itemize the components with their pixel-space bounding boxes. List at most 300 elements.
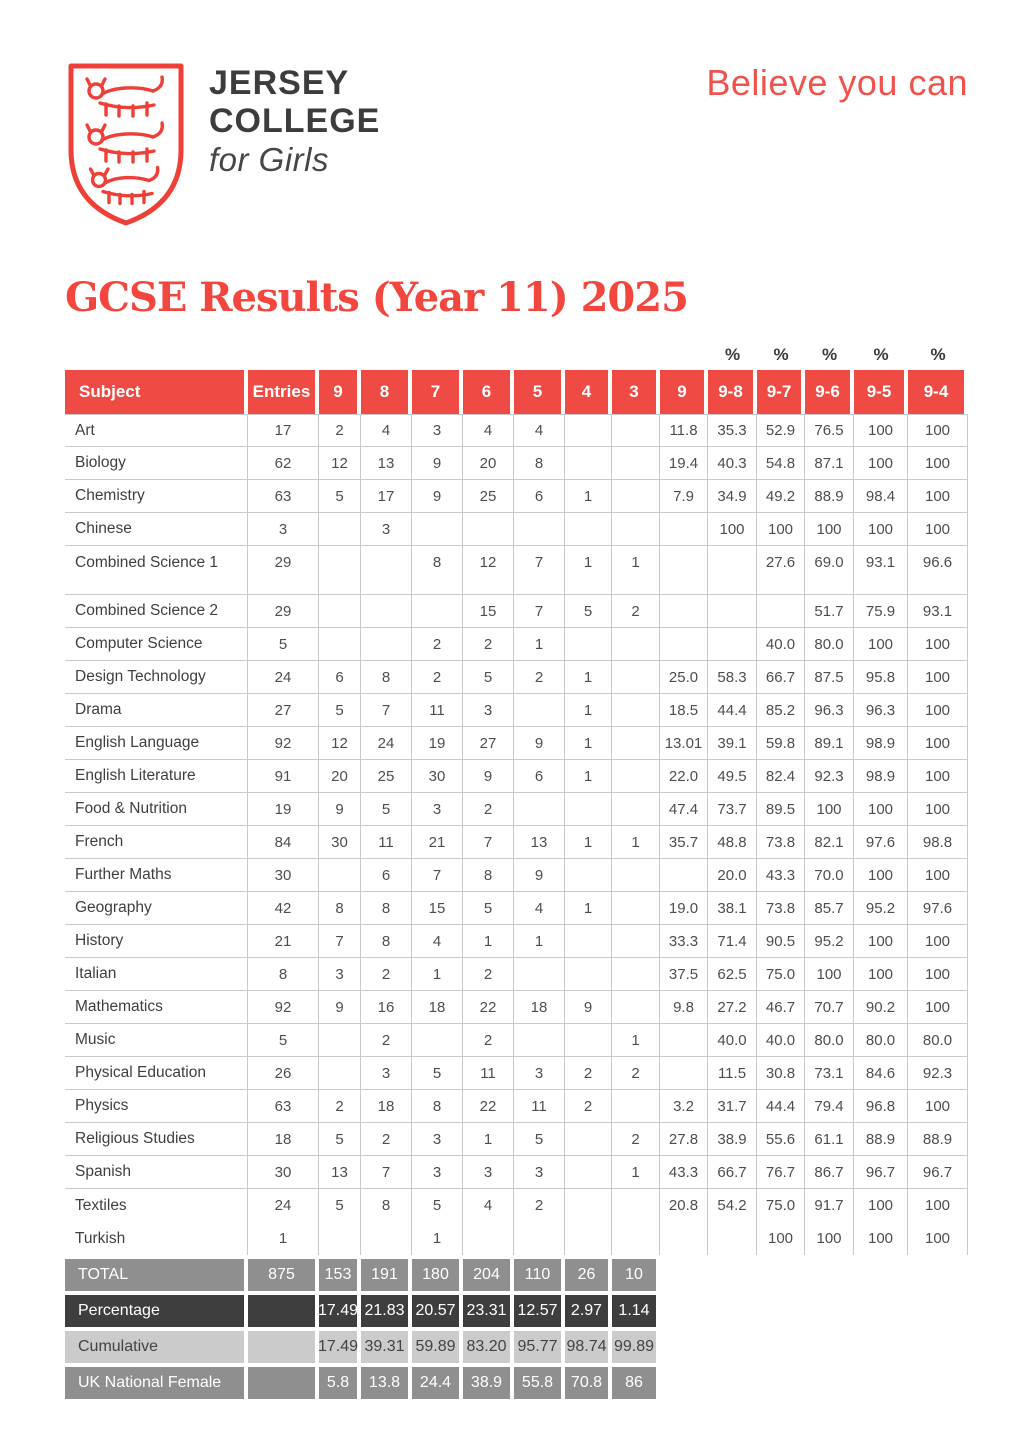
data-cell: [612, 892, 660, 925]
column-header: 9-5: [854, 370, 908, 414]
data-cell: 58.3: [708, 661, 757, 694]
subject-cell: English Literature: [65, 760, 248, 793]
data-cell: [612, 925, 660, 958]
data-cell: [660, 513, 708, 546]
data-cell: [412, 1024, 463, 1057]
data-cell: 20: [463, 447, 514, 480]
data-cell: 73.7: [708, 793, 757, 826]
data-cell: 11: [463, 1057, 514, 1090]
data-cell: 1: [612, 1024, 660, 1057]
data-cell: 17: [248, 414, 319, 447]
data-cell: [514, 694, 565, 727]
data-cell: [612, 1222, 660, 1255]
subject-cell: Chemistry: [65, 480, 248, 513]
data-cell: 84: [248, 826, 319, 859]
data-cell: 7.9: [660, 480, 708, 513]
percent-label: %: [821, 344, 838, 364]
data-cell: 80.0: [805, 628, 854, 661]
data-cell: [565, 1189, 612, 1222]
data-cell: 2: [612, 1123, 660, 1156]
column-header: 4: [565, 370, 612, 414]
data-cell: 95.2: [805, 925, 854, 958]
data-cell: [660, 546, 708, 595]
data-cell: 1: [248, 1222, 319, 1255]
summary-cell: 70.8: [565, 1367, 612, 1399]
data-cell: 100: [854, 513, 908, 546]
data-cell: [361, 1222, 412, 1255]
summary-cell: [248, 1331, 319, 1363]
data-cell: [412, 513, 463, 546]
summary-cell: 10: [612, 1259, 660, 1291]
data-cell: 2: [412, 628, 463, 661]
data-cell: 2: [565, 1090, 612, 1123]
data-cell: 7: [514, 546, 565, 595]
data-cell: [708, 1222, 757, 1255]
data-cell: 8: [319, 892, 361, 925]
data-cell: 2: [612, 1057, 660, 1090]
data-cell: 5: [565, 595, 612, 628]
column-header: 7: [412, 370, 463, 414]
data-cell: 6: [514, 760, 565, 793]
data-cell: 100: [854, 925, 908, 958]
subject-cell: Turkish: [65, 1222, 248, 1255]
data-cell: 49.5: [708, 760, 757, 793]
data-cell: 5: [412, 1057, 463, 1090]
summary-cell: 39.31: [361, 1331, 412, 1363]
data-cell: 100: [708, 513, 757, 546]
subject-cell: Mathematics: [65, 991, 248, 1024]
data-cell: 3: [514, 1057, 565, 1090]
data-cell: 4: [463, 414, 514, 447]
crest-lion-icon: [87, 77, 162, 116]
data-cell: 7: [514, 595, 565, 628]
summary-cell: 153: [319, 1259, 361, 1291]
data-cell: 97.6: [854, 826, 908, 859]
data-cell: 46.7: [757, 991, 805, 1024]
data-cell: [612, 793, 660, 826]
data-cell: 100: [908, 760, 968, 793]
data-cell: 5: [319, 1123, 361, 1156]
data-cell: 30: [412, 760, 463, 793]
data-cell: [612, 414, 660, 447]
data-cell: 49.2: [757, 480, 805, 513]
data-cell: [612, 628, 660, 661]
data-cell: 87.5: [805, 661, 854, 694]
data-cell: 13.01: [660, 727, 708, 760]
table-row: [65, 546, 968, 595]
data-cell: [565, 1123, 612, 1156]
data-cell: 73.8: [757, 892, 805, 925]
data-cell: 44.4: [708, 694, 757, 727]
summary-cell: 99.89: [612, 1331, 660, 1363]
percent-spacer: [319, 339, 361, 370]
summary-cell: 875: [248, 1259, 319, 1291]
percent-label: %: [873, 344, 889, 364]
summary-cell: 83.20: [463, 1331, 514, 1363]
summary-label: Cumulative: [65, 1331, 248, 1363]
subject-cell: Geography: [65, 892, 248, 925]
data-cell: 82.1: [805, 826, 854, 859]
data-cell: [319, 1057, 361, 1090]
data-cell: 63: [248, 480, 319, 513]
data-cell: [463, 513, 514, 546]
data-cell: 88.9: [805, 480, 854, 513]
data-cell: 100: [908, 1189, 968, 1222]
crest-lion-icon: [91, 168, 158, 204]
data-cell: 100: [908, 1222, 968, 1255]
data-cell: 75.9: [854, 595, 908, 628]
data-cell: 9: [463, 760, 514, 793]
data-cell: 100: [908, 628, 968, 661]
data-cell: [361, 628, 412, 661]
data-cell: 92: [248, 991, 319, 1024]
data-cell: 27: [248, 694, 319, 727]
data-cell: 9.8: [660, 991, 708, 1024]
data-cell: 75.0: [757, 1189, 805, 1222]
data-cell: 5: [319, 480, 361, 513]
subject-cell: Biology: [65, 447, 248, 480]
percent-spacer: [565, 339, 612, 370]
data-cell: 3: [463, 1156, 514, 1189]
data-cell: 100: [805, 1222, 854, 1255]
data-cell: 71.4: [708, 925, 757, 958]
data-cell: [565, 1222, 612, 1255]
data-cell: [612, 513, 660, 546]
data-cell: 21: [412, 826, 463, 859]
data-cell: 24: [248, 661, 319, 694]
subject-cell: Art: [65, 414, 248, 447]
data-cell: 40.3: [708, 447, 757, 480]
wordmark-line-3: for Girls: [209, 140, 329, 178]
data-cell: [514, 793, 565, 826]
table-row: [65, 1090, 968, 1123]
data-cell: 87.1: [805, 447, 854, 480]
data-cell: 100: [908, 1090, 968, 1123]
data-cell: 1: [514, 628, 565, 661]
data-cell: 11: [361, 826, 412, 859]
percent-label: %: [773, 344, 789, 364]
table-row: [65, 414, 968, 447]
data-cell: 4: [514, 892, 565, 925]
data-cell: 92.3: [805, 760, 854, 793]
subject-cell: History: [65, 925, 248, 958]
summary-cell: 55.8: [514, 1367, 565, 1399]
summary-cell: 17.49: [319, 1295, 361, 1327]
data-cell: 100: [854, 447, 908, 480]
data-cell: 22.0: [660, 760, 708, 793]
data-cell: 8: [412, 546, 463, 595]
data-cell: 100: [805, 793, 854, 826]
data-cell: [612, 958, 660, 991]
data-cell: 3: [412, 414, 463, 447]
data-cell: 82.4: [757, 760, 805, 793]
table-row: [65, 793, 968, 826]
data-cell: 54.8: [757, 447, 805, 480]
data-cell: 88.9: [854, 1123, 908, 1156]
subject-cell: French: [65, 826, 248, 859]
data-cell: 61.1: [805, 1123, 854, 1156]
subject-cell: Physical Education: [65, 1057, 248, 1090]
data-cell: 1: [565, 826, 612, 859]
data-cell: 42: [248, 892, 319, 925]
data-cell: 37.5: [660, 958, 708, 991]
data-cell: 1: [612, 826, 660, 859]
data-cell: 30: [319, 826, 361, 859]
data-cell: 100: [908, 991, 968, 1024]
data-cell: 1: [514, 925, 565, 958]
data-cell: 2: [361, 958, 412, 991]
data-cell: 43.3: [660, 1156, 708, 1189]
subject-cell: Food & Nutrition: [65, 793, 248, 826]
summary-cell: 110: [514, 1259, 565, 1291]
data-cell: 3: [463, 694, 514, 727]
data-cell: [565, 447, 612, 480]
data-cell: 17: [361, 480, 412, 513]
data-cell: 8: [361, 892, 412, 925]
column-header: 9-7: [757, 370, 805, 414]
column-header: 3: [612, 370, 660, 414]
data-cell: 40.0: [757, 628, 805, 661]
data-cell: 6: [514, 480, 565, 513]
table-row: [65, 760, 968, 793]
data-cell: 24: [248, 1189, 319, 1222]
data-cell: [612, 727, 660, 760]
data-cell: 98.4: [854, 480, 908, 513]
subject-cell: Chinese: [65, 513, 248, 546]
data-cell: 40.0: [757, 1024, 805, 1057]
data-cell: [319, 546, 361, 595]
data-cell: [660, 859, 708, 892]
data-cell: 6: [361, 859, 412, 892]
subject-cell: Combined Science 1: [65, 546, 248, 595]
data-cell: 9: [412, 480, 463, 513]
data-cell: 15: [412, 892, 463, 925]
summary-cell: 21.83: [361, 1295, 412, 1327]
data-cell: [660, 595, 708, 628]
table-row: [65, 513, 968, 546]
data-cell: [612, 1189, 660, 1222]
data-cell: 7: [463, 826, 514, 859]
data-cell: 96.3: [854, 694, 908, 727]
data-cell: [514, 1222, 565, 1255]
data-cell: 19: [412, 727, 463, 760]
data-cell: 9: [514, 727, 565, 760]
data-cell: 3: [361, 513, 412, 546]
data-cell: 27: [463, 727, 514, 760]
data-cell: 70.7: [805, 991, 854, 1024]
data-cell: 44.4: [757, 1090, 805, 1123]
summary-label: TOTAL: [65, 1259, 248, 1291]
data-cell: 93.1: [854, 546, 908, 595]
data-cell: 8: [514, 447, 565, 480]
data-cell: 18: [361, 1090, 412, 1123]
data-cell: 69.0: [805, 546, 854, 595]
data-cell: 3: [514, 1156, 565, 1189]
data-cell: 96.8: [854, 1090, 908, 1123]
column-header: 9: [660, 370, 708, 414]
data-cell: 13: [514, 826, 565, 859]
data-cell: 76.5: [805, 414, 854, 447]
data-cell: 30: [248, 1156, 319, 1189]
data-cell: [612, 1090, 660, 1123]
data-cell: 96.6: [908, 546, 968, 595]
data-cell: 1: [412, 958, 463, 991]
data-cell: 48.8: [708, 826, 757, 859]
data-cell: 52.9: [757, 414, 805, 447]
data-cell: 3: [248, 513, 319, 546]
data-cell: 5: [463, 661, 514, 694]
data-cell: 2: [612, 595, 660, 628]
data-cell: 98.9: [854, 727, 908, 760]
table-row: [65, 1123, 968, 1156]
table-row: [65, 694, 968, 727]
subject-cell: Textiles: [65, 1189, 248, 1222]
data-cell: [319, 513, 361, 546]
data-cell: [319, 628, 361, 661]
data-cell: [565, 958, 612, 991]
data-cell: [612, 991, 660, 1024]
data-cell: 18.5: [660, 694, 708, 727]
subject-cell: Design Technology: [65, 661, 248, 694]
percent-spacer: [612, 339, 660, 370]
data-cell: 100: [908, 925, 968, 958]
data-cell: 2: [463, 958, 514, 991]
data-cell: 93.1: [908, 595, 968, 628]
data-cell: 55.6: [757, 1123, 805, 1156]
summary-row: [65, 1331, 968, 1363]
summary-label: Percentage: [65, 1295, 248, 1327]
data-cell: 100: [908, 958, 968, 991]
data-cell: 5: [248, 628, 319, 661]
data-cell: 35.7: [660, 826, 708, 859]
data-cell: 5: [319, 1189, 361, 1222]
data-cell: 12: [319, 727, 361, 760]
data-cell: 86.7: [805, 1156, 854, 1189]
data-cell: 3: [412, 1156, 463, 1189]
data-cell: 8: [412, 1090, 463, 1123]
data-cell: 40.0: [708, 1024, 757, 1057]
data-cell: 4: [463, 1189, 514, 1222]
data-cell: 62.5: [708, 958, 757, 991]
table-row: [65, 628, 968, 661]
data-cell: [708, 595, 757, 628]
data-cell: 2: [361, 1123, 412, 1156]
data-cell: 2: [565, 1057, 612, 1090]
data-cell: 1: [412, 1222, 463, 1255]
data-cell: 11: [412, 694, 463, 727]
data-cell: 89.5: [757, 793, 805, 826]
data-cell: 18: [514, 991, 565, 1024]
data-cell: 11.8: [660, 414, 708, 447]
data-cell: 100: [854, 859, 908, 892]
data-cell: [319, 859, 361, 892]
data-cell: 19.4: [660, 447, 708, 480]
data-cell: 8: [248, 958, 319, 991]
summary-cell: 204: [463, 1259, 514, 1291]
table-row: [65, 1189, 968, 1222]
data-cell: 100: [908, 480, 968, 513]
percent-spacer: [463, 339, 514, 370]
data-cell: 25: [361, 760, 412, 793]
data-cell: 20.8: [660, 1189, 708, 1222]
data-cell: [361, 546, 412, 595]
data-cell: 27.2: [708, 991, 757, 1024]
summary-cell: 98.74: [565, 1331, 612, 1363]
percent-label: %: [724, 344, 741, 364]
data-cell: 91.7: [805, 1189, 854, 1222]
data-cell: 80.0: [908, 1024, 968, 1057]
column-header: 5: [514, 370, 565, 414]
data-cell: [565, 1156, 612, 1189]
data-cell: [612, 661, 660, 694]
data-cell: 95.8: [854, 661, 908, 694]
column-header: Entries: [248, 370, 319, 414]
data-cell: 2: [463, 628, 514, 661]
data-cell: 59.8: [757, 727, 805, 760]
data-cell: 100: [908, 414, 968, 447]
data-cell: 66.7: [708, 1156, 757, 1189]
data-cell: 79.4: [805, 1090, 854, 1123]
data-cell: 21: [248, 925, 319, 958]
data-cell: [612, 447, 660, 480]
data-cell: 100: [854, 1222, 908, 1255]
data-cell: 15: [463, 595, 514, 628]
summary-cell: 24.4: [412, 1367, 463, 1399]
table-row: [65, 925, 968, 958]
data-cell: 100: [805, 958, 854, 991]
data-cell: 26: [248, 1057, 319, 1090]
data-cell: 2: [361, 1024, 412, 1057]
table-row: [65, 661, 968, 694]
data-cell: 3: [319, 958, 361, 991]
data-cell: 88.9: [908, 1123, 968, 1156]
page-header: [65, 0, 968, 230]
data-cell: [757, 595, 805, 628]
data-cell: 9: [319, 793, 361, 826]
results-table: [65, 339, 968, 1399]
data-cell: 80.0: [854, 1024, 908, 1057]
table-row: [65, 447, 968, 480]
table-row: [65, 1156, 968, 1189]
percent-spacer: [65, 339, 248, 370]
data-cell: 100: [908, 727, 968, 760]
data-cell: 54.2: [708, 1189, 757, 1222]
data-cell: 2: [463, 793, 514, 826]
table-row: [65, 892, 968, 925]
data-cell: 100: [805, 513, 854, 546]
data-cell: 100: [854, 414, 908, 447]
school-tagline: Believe you can: [706, 62, 968, 103]
data-cell: 73.8: [757, 826, 805, 859]
data-cell: 25.0: [660, 661, 708, 694]
data-cell: 100: [854, 793, 908, 826]
data-cell: 98.8: [908, 826, 968, 859]
data-cell: [708, 546, 757, 595]
data-cell: 98.9: [854, 760, 908, 793]
data-cell: [612, 694, 660, 727]
data-cell: 96.3: [805, 694, 854, 727]
data-cell: 70.0: [805, 859, 854, 892]
table-row: [65, 595, 968, 628]
data-cell: 8: [361, 925, 412, 958]
data-cell: 34.9: [708, 480, 757, 513]
data-cell: 4: [412, 925, 463, 958]
data-cell: [660, 1057, 708, 1090]
data-cell: 6: [319, 661, 361, 694]
crest-lion-icon: [87, 123, 162, 162]
data-cell: 7: [412, 859, 463, 892]
crest-shield-icon: [65, 60, 187, 230]
